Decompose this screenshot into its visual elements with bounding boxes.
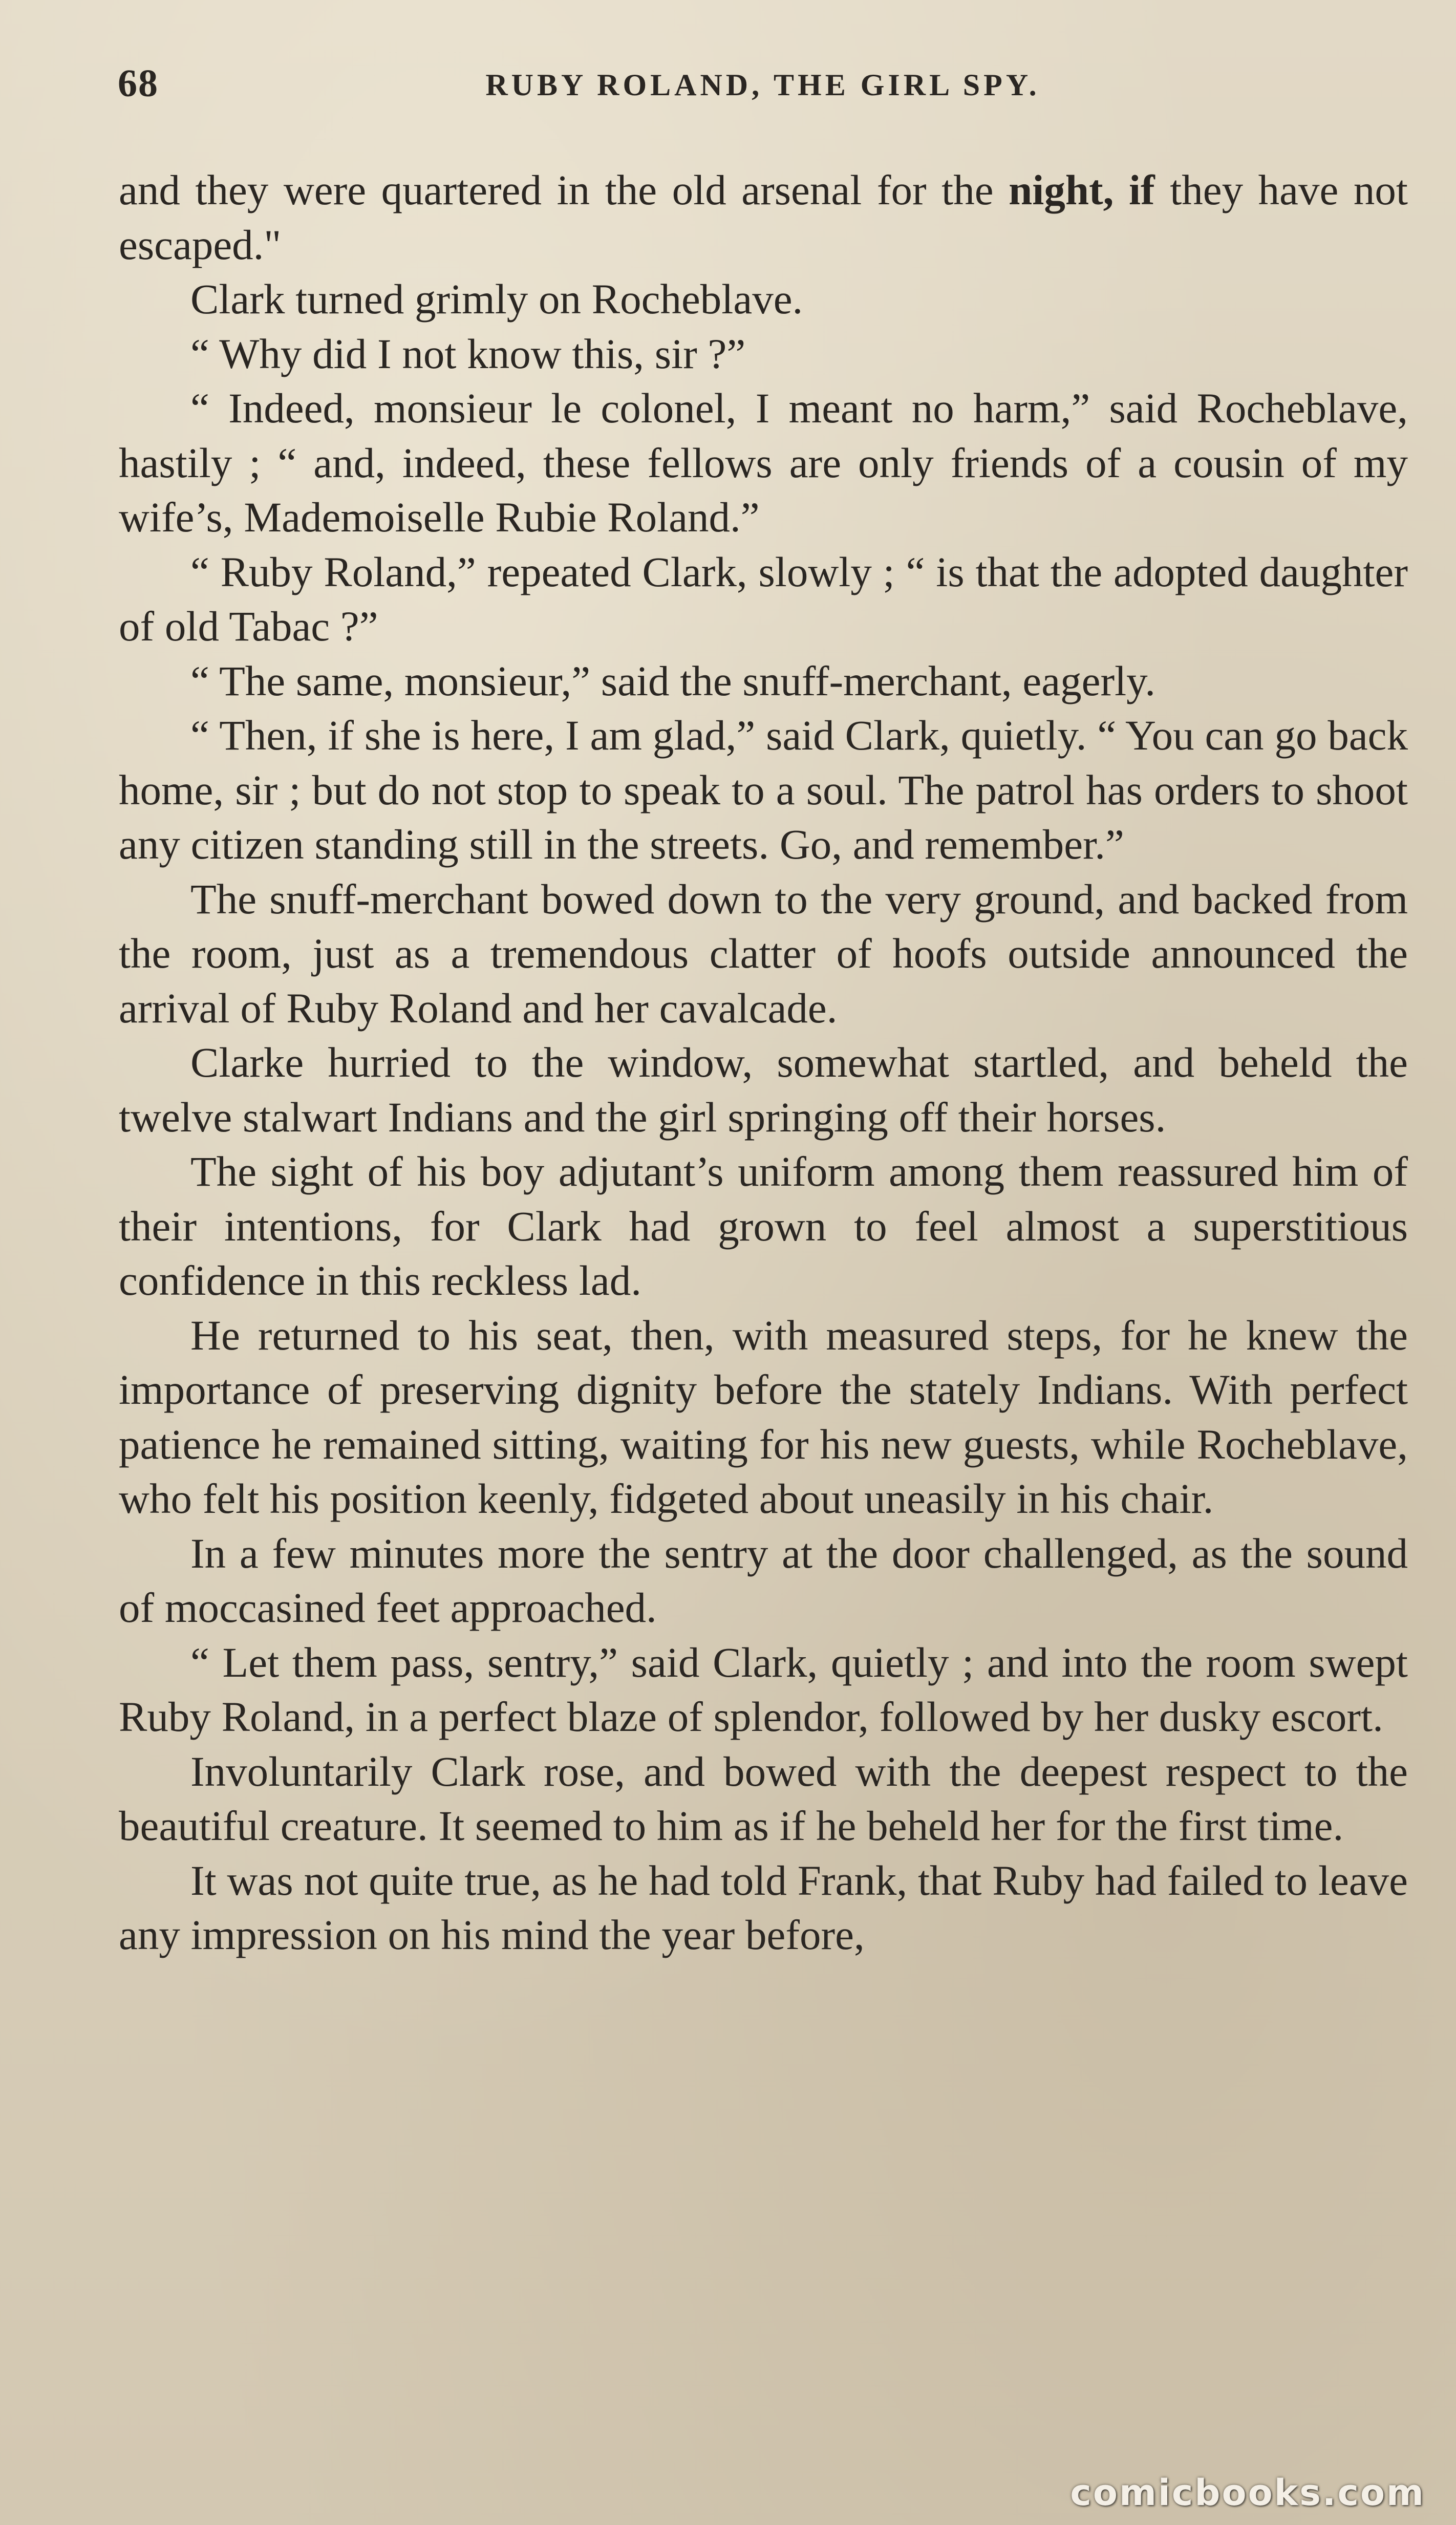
paragraph: It was not quite true, as he had told Frank, that Ruby had failed to leave any impression on his mind the year before, — [119, 1856, 1408, 1958]
watermark: comicbooks.com — [1070, 2472, 1425, 2514]
paragraph — [119, 163, 1408, 272]
paragraph: “ Ruby Roland,” repeated Clark, slowly ; “ is that the adopted daughter of old Tabac ?” — [119, 548, 1408, 650]
paragraph: “ Then, if she is here, I am glad,” said Clark, quietly. “ You can go back home, sir ; but do not stop to speak to a soul. The patrol has orders to shoot any citizen standing still in the streets. Go, and remember.” — [119, 712, 1408, 868]
page-number: 68 — [118, 62, 159, 105]
paragraph: “ Why did I not know this, sir ?” — [190, 330, 746, 377]
paragraph: “ Let them pass, sentry,” said Clark, quietly ; and into the room swept Ruby Roland, in a perfect blaze of splendor, followed by her dusky escort. — [119, 1638, 1408, 1740]
paragraph: Clark turned grimly on Rocheblave. — [190, 275, 803, 323]
paragraph-text: and they were quartered in the old arsenal for the — [119, 166, 1009, 213]
running-head — [118, 61, 1408, 118]
bold-text: night, if — [1009, 166, 1155, 213]
paragraph: Involuntarily Clark rose, and bowed with the deepest respect to the beautiful creature. It seemed to him as if he beheld her for the first time. — [119, 1747, 1408, 1849]
paragraph: The sight of his boy adjutant’s uniform among them reassured him of their intentions, for Clark had grown to feel almost a superstitious confidence in this reckless lad. — [119, 1148, 1408, 1304]
body-text — [119, 163, 1408, 1962]
paragraph: The snuff-merchant bowed down to the very ground, and backed from the room, just as a tremendous clatter of hoofs outside announced the arrival of Ruby Roland and her cavalcade. — [119, 875, 1408, 1032]
running-title: RUBY ROLAND, THE GIRL SPY. — [485, 68, 1040, 102]
paragraph-text: they have not escaped." — [119, 166, 1408, 268]
paragraph: He returned to his seat, then, with measured steps, for he knew the importance of preserving dignity before the stately Indians. With perfect patience he remained sitting, waiting for his new guests, while Rocheblave, who felt his position keenly, fidgeted about uneasily in his chair. — [119, 1311, 1408, 1522]
paragraph: “ Indeed, monsieur le colonel, I meant no harm,” said Rocheblave, hastily ; “ and, indeed, these fellows are only friends of a cousin of my wife’s, Mademoiselle Rubie Roland.” — [119, 384, 1408, 541]
paragraph: In a few minutes more the sentry at the door challenged, as the sound of moccasined feet approached. — [119, 1529, 1408, 1631]
paragraph: “ The same, monsieur,” said the snuff-merchant, eagerly. — [190, 657, 1156, 704]
paragraph: Clarke hurried to the window, somewhat startled, and beheld the twelve stalwart Indians and the girl springing off their horses. — [119, 1039, 1408, 1141]
